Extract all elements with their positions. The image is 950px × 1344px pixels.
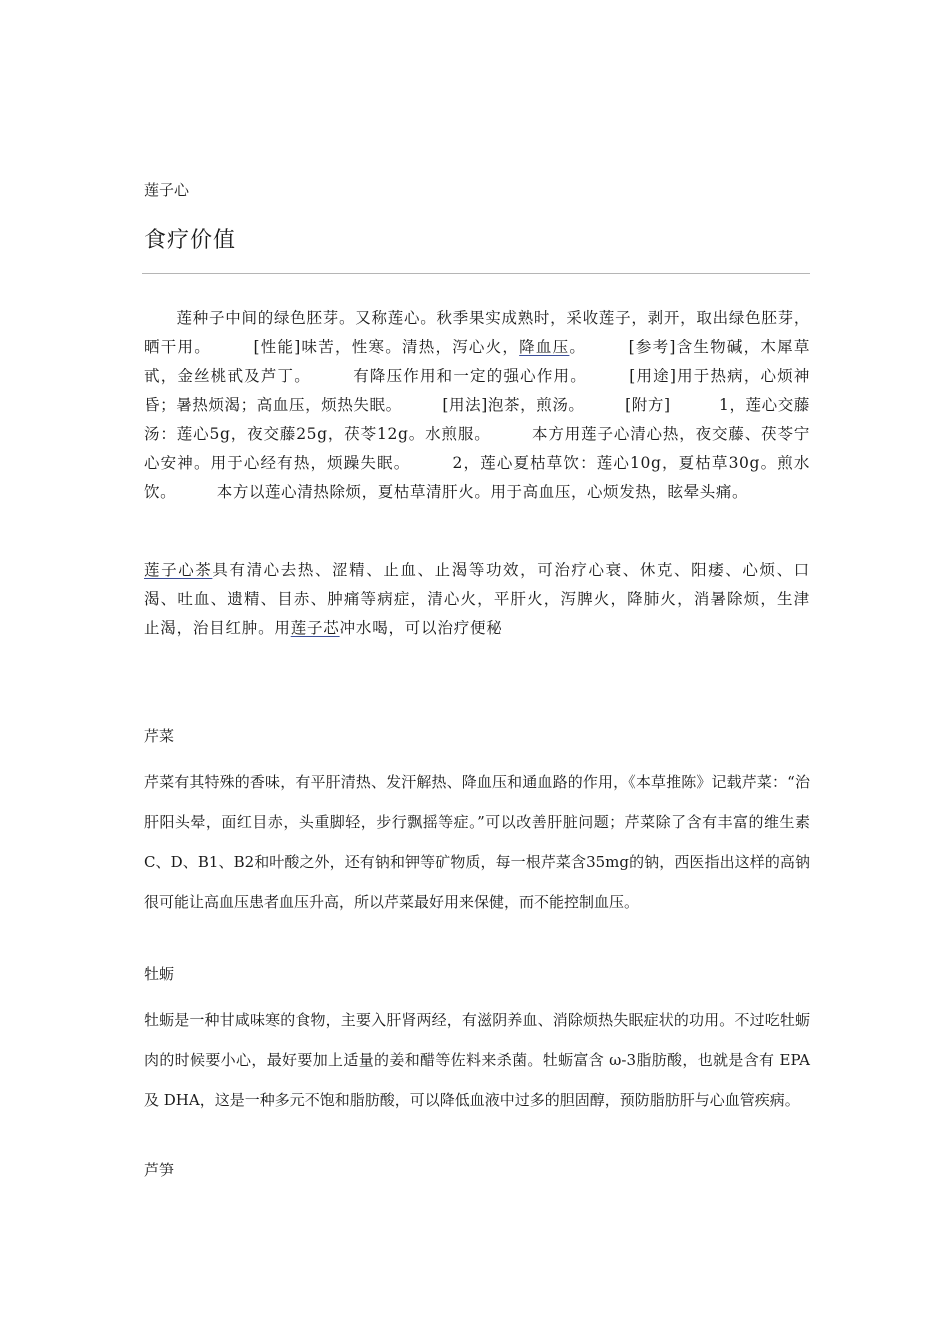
- section-label-lianzixin: 莲子心: [144, 181, 190, 199]
- paragraph-muli: 牡蛎是一种甘咸味寒的食物，主要入肝肾两经，有滋阴养血、消除烦热失眠症状的功用。不过吃牡蛎肉的时候要小心，最好要加上适量的姜和醋等佐料来杀菌。牡蛎富含 ω-3脂肪酸，也就是含有 EPA 及 DHA，这是一种多元不饱和脂肪酸，可以降低血液中过多的胆固醇，预防脂肪肝与心血管疾病。: [144, 1011, 810, 1109]
- section-label-muli: 牡蛎: [144, 965, 175, 983]
- paragraph-lianzixin-description: [144, 304, 810, 507]
- paragraph-lianzixin-tea: [144, 556, 810, 643]
- paragraph-text: 冲水喝，可以治疗便秘: [339, 619, 503, 637]
- link-lianzixin-cha[interactable]: 莲子心茶: [144, 561, 213, 579]
- paragraph-text: 莲种子中间的绿色胚芽。又称莲心。秋季果实成熟时，采收莲子，剥开，取出绿色胚芽，晒干用。 [性能]味苦，性寒。清热，泻心火，: [144, 309, 810, 356]
- paragraph-text: 。 [参考]含生物碱，木犀草甙，金丝桃甙及芦丁。 有降压作用和一定的强心作用。 [用途]用于热病，心烦神昏；暑热烦渴；高血压，烦热失眠。 [用法]泡茶，煎汤。 [附方] 1，莲心交藤汤：莲心5g，夜交藤25g，茯苓12g。水煎服。 本方用莲子心清心热，夜交藤、茯苓宁心安神。用于心经有热，烦躁失眠。 2，莲心夏枯草饮：莲心10g，夏枯草30g。煎水饮。 本方以莲心清热除烦，夏枯草清肝火。用于高血压，心烦发热，眩晕头痛。: [144, 338, 810, 501]
- section-heading: 食疗价值: [144, 228, 237, 253]
- link-lianzixin-xin[interactable]: 莲子芯: [290, 619, 340, 637]
- link-jiangxueya[interactable]: 降血压: [519, 338, 570, 356]
- horizontal-divider: [142, 273, 810, 274]
- section-label-qincai: 芹菜: [144, 727, 175, 745]
- section-label-lusun: 芦笋: [144, 1161, 175, 1179]
- paragraph-qincai: 芹菜有其特殊的香味，有平肝清热、发汗解热、降血压和通血路的作用，《本草推陈》记载芹菜：“治肝阳头晕，面红目赤，头重脚轻，步行飘摇等症。”可以改善肝脏问题；芹菜除了含有丰富的维生素 C、D、B1、B2和叶酸之外，还有钠和钾等矿物质，每一根芹菜含35mg的钠，西医指出这样的高钠很可能让高血压患者血压升高，所以芹菜最好用来保健，而不能控制血压。: [144, 773, 810, 911]
- paragraph-text: 具有清心去热、涩精、止血、止渴等功效，可治疗心衰、休克、阳痿、心烦、口渴、吐血、遗精、目赤、肿痛等病症，清心火，平肝火，泻脾火，降肺火，消暑除烦，生津止渴，治目红肿。用: [144, 561, 810, 637]
